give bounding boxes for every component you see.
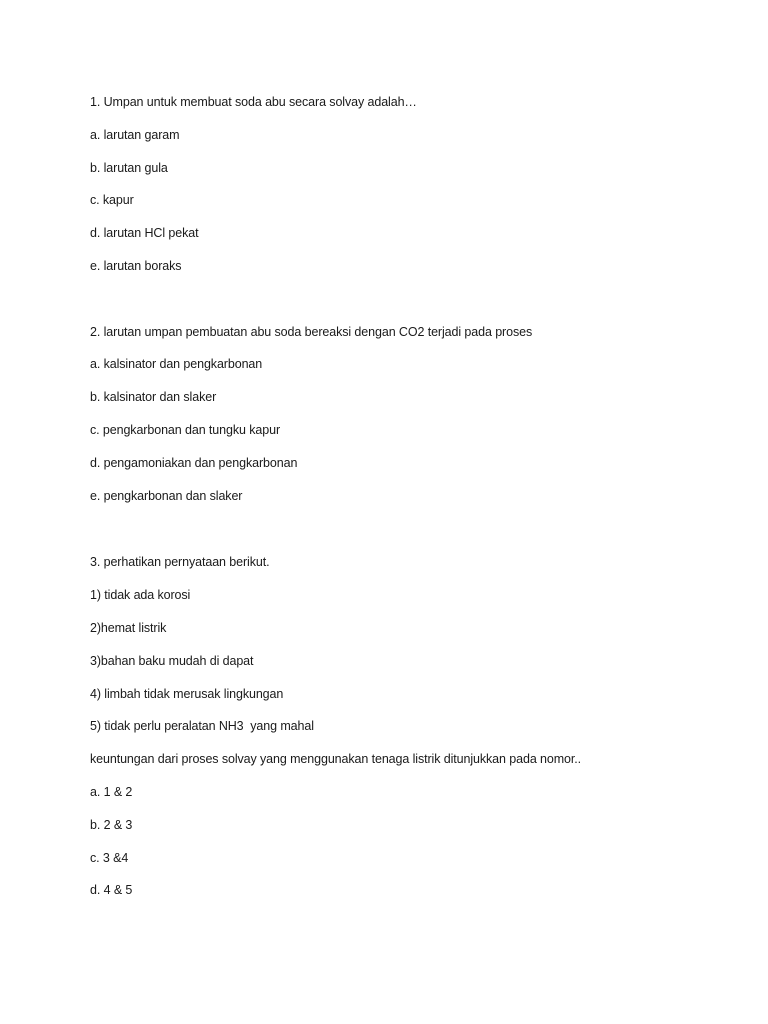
question-1-option-e: e. larutan boraks (90, 259, 182, 273)
question-3-statement-1: 1) tidak ada korosi (90, 588, 191, 602)
question-2-text: 2. larutan umpan pembuatan abu soda bereaksi dengan CO2 terjadi pada proses (90, 325, 533, 339)
question-3-statement-5: 5) tidak perlu peralatan NH3 yang mahal (90, 719, 314, 733)
question-2-option-d: d. pengamoniakan dan pengkarbonan (90, 456, 298, 470)
question-3-option-b: b. 2 & 3 (90, 818, 133, 832)
question-3-statement-4: 4) limbah tidak merusak lingkungan (90, 687, 284, 701)
question-1-option-a: a. larutan garam (90, 128, 180, 142)
question-3-option-d: d. 4 & 5 (90, 883, 133, 897)
question-3-statement-2: 2)hemat listrik (90, 621, 167, 635)
question-3-text: 3. perhatikan pernyataan berikut. (90, 555, 270, 569)
question-1-option-b: b. larutan gula (90, 161, 168, 175)
question-1-option-c: c. kapur (90, 193, 134, 207)
question-1-text: 1. Umpan untuk membuat soda abu secara solvay adalah… (90, 95, 417, 109)
question-2-option-c: c. pengkarbonan dan tungku kapur (90, 423, 281, 437)
question-2-option-e: e. pengkarbonan dan slaker (90, 489, 243, 503)
question-1-option-d: d. larutan HCl pekat (90, 226, 199, 240)
question-2-option-b: b. kalsinator dan slaker (90, 390, 217, 404)
question-3-prompt: keuntungan dari proses solvay yang menggunakan tenaga listrik ditunjukkan pada nomor.. (90, 752, 582, 766)
question-3-option-c: c. 3 &4 (90, 851, 129, 865)
question-3-option-a: a. 1 & 2 (90, 785, 133, 799)
question-2-option-a: a. kalsinator dan pengkarbonan (90, 357, 263, 371)
question-3-statement-3: 3)bahan baku mudah di dapat (90, 654, 254, 668)
